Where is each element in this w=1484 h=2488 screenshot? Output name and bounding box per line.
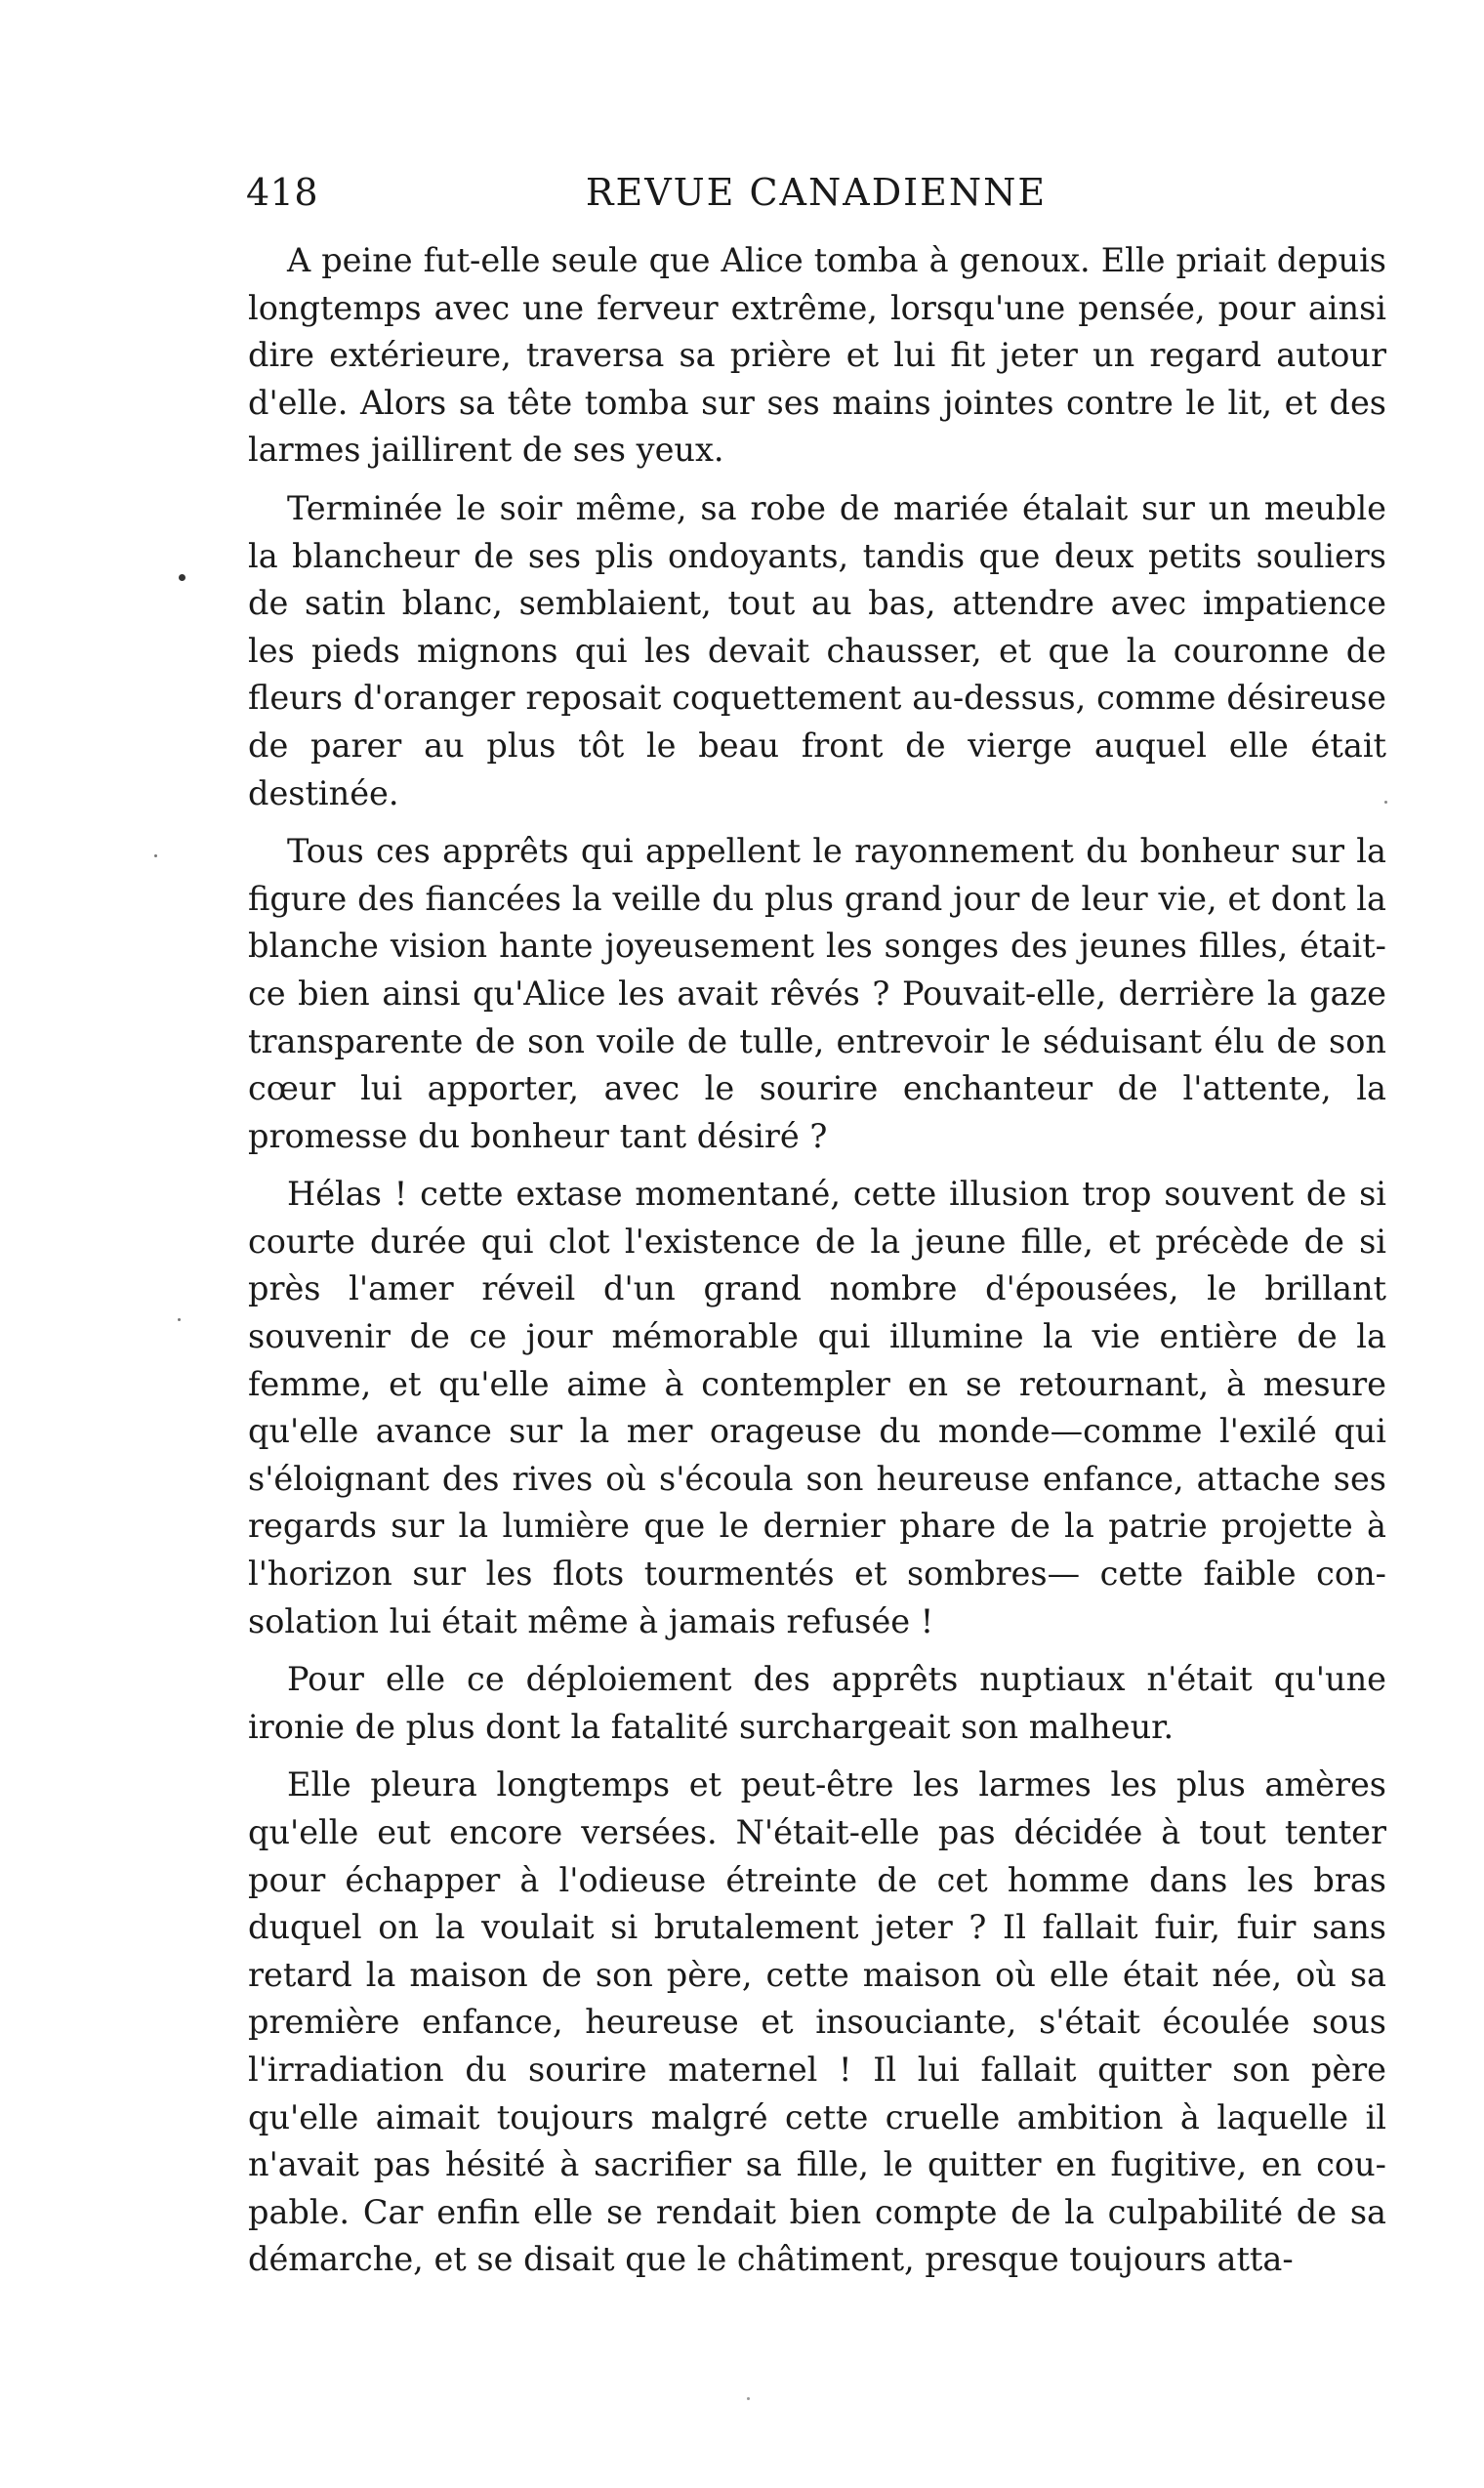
paragraph-3: Tous ces apprêts qui appellent le rayonnement du bonheur sur la figure des fiancées la veille du plus grand jour de leur vie, et dont la blanche vision hante joyeusement les songes des jeunes filles, était-ce bien ainsi qu'Alice les avait rêvés ? Pouvait-elle, derrière la gaze transparente de son voile de tulle, entrevoir le séduisant élu de son cœur lui apporter, avec le sourire enchanteur de l'attente, la promesse du bonheur tant désiré ?	[248, 832, 1386, 1155]
scan-speck	[747, 2397, 750, 2400]
scan-speck	[178, 1318, 181, 1321]
paragraph-6: Elle pleura longtemps et peut-être les larmes les plus amères qu'elle eut encore versées. N'était-elle pas décidée à tout tenter pour échapper à l'odieuse étreinte de cet homme dans les bras duquel on la voulait si brutalement jeter ? Il fallait fuir, fuir sans retard la maison de son père, cette maison où elle était née, où sa première enfance, heureuse et insouciante, s'était écoulée sous l'irradiation du sourire maternel ! Il lui fallait quitter son père qu'elle aimait toujours malgré cette cruelle ambition à laquelle il n'avait pas hésité à sacrifier sa fille, le quitter en fugitive, en coupable. Car enfin elle se rendait bien compte de la culpabilité de sa démarche, et se disait que le châtiment, presque toujours atta-	[248, 1765, 1386, 2279]
scan-speck	[1384, 801, 1387, 804]
paragraph-1: A peine fut-elle seule que Alice tomba à genoux. Elle priait depuis longtemps avec une ferveur extrême, lorsqu'une pensée, pour ainsi dire extérieure, traversa sa prière et lui fit jeter un regard autour d'elle. Alors sa tête tomba sur ses mains jointes contre le lit, et des larmes jaillirent de ses yeux.	[248, 241, 1386, 470]
paragraph-5: Pour elle ce déploiement des apprêts nuptiaux n'était qu'une ironie de plus dont la fatalité surchargeait son malheur.	[248, 1660, 1386, 1746]
paragraph-2: Terminée le soir même, sa robe de mariée étalait sur un meuble la blancheur de ses plis ondoyants, tandis que deux petits souliers de satin blanc, semblaient, tout au bas, attendre avec impatience les pieds mignons qui les devait chausser, et que la couronne de fleurs d'oranger reposait coquettement au-dessus, comme désireuse de parer au plus tôt le beau front de vierge auquel elle était destinée.	[248, 488, 1386, 812]
running-head	[246, 168, 1386, 217]
paragraph-4: Hélas ! cette extase momentané, cette illusion trop souvent de si courte durée qui clot l'existence de la jeune fille, et précède de si près l'amer réveil d'un grand nombre d'épousées, le brillant souvenir de ce jour mémorable qui illumine la vie entière de la femme, et qu'elle aime à contempler en se retournant, à mesure qu'elle avance sur la mer orageuse du monde—comme l'exilé qui s'éloignant des rives où s'écoula son heureuse enfance, attache ses regards sur la lumière que le dernier phare de la patrie projette à l'horizon sur les flots tourmentés et sombres— cette faible consolation lui était même à jamais refusée !	[248, 1175, 1386, 1640]
page-number: 418	[246, 171, 319, 214]
body-text	[248, 237, 1386, 2295]
journal-title: REVUE CANADIENNE	[585, 171, 1048, 214]
scan-speck	[179, 574, 186, 581]
scan-speck	[154, 854, 157, 857]
